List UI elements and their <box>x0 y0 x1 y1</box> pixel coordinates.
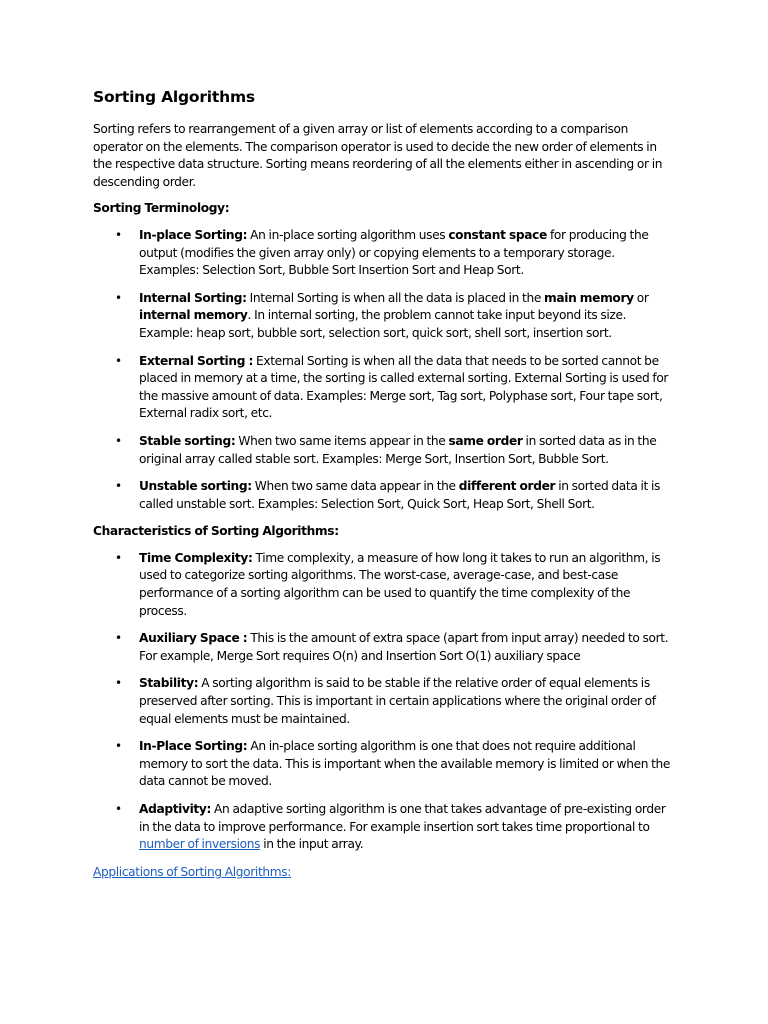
term-label: Stability: <box>139 676 199 691</box>
terminology-heading: Sorting Terminology: <box>93 201 230 216</box>
item-bold-text: same order <box>448 433 523 448</box>
item-text: This is the amount of extra space (apart from input array) needed to sort. For example, Merge Sort requires O(n) and Insertion Sort O(1) auxiliary space <box>139 631 669 663</box>
item-text: An in-place sorting algorithm uses <box>247 227 449 242</box>
characteristics-heading: Characteristics of Sorting Algorithms: <box>93 524 339 539</box>
term-label: Stable sorting: <box>139 433 236 448</box>
page-title: Sorting Algorithms <box>93 88 255 106</box>
bullet-icon: • <box>115 479 122 494</box>
item-text: for producing the output (modifies the given array only) or copying elements to a temporary storage. Examples: Selection Sort, Bubble Sort Insertion Sort and Heap Sort. <box>139 227 649 278</box>
item-text: A sorting algorithm is said to be stable if the relative order of equal elements is preserved after sorting. This is important in certain applications where the original order of equal elements must be maintained. <box>139 676 656 726</box>
item-text: or <box>633 290 649 305</box>
item-text: Time complexity, a measure of how long it takes to run an algorithm, is used to categorize sorting algorithms. The worst-case, average-case, and best-case performance of a sorting algorithm can be used to quantify the time complexity of the process. <box>139 550 661 618</box>
item-text: in sorted data as in the original array called stable sort. Examples: Merge Sort, Insertion Sort, Bubble Sort. <box>139 433 657 466</box>
bullet-icon: • <box>115 550 122 565</box>
applications-paragraph <box>93 864 676 882</box>
item-bold-text: main memory <box>544 290 634 305</box>
item-bold-text: constant space <box>448 227 547 242</box>
bullet-icon: • <box>115 802 122 816</box>
term-label: Time Complexity: <box>139 550 253 565</box>
item-text: An adaptive sorting algorithm is one that takes advantage of pre-existing order in the data to improve performance. For example insertion sort takes time proportional to <box>139 802 666 834</box>
list-item-stability <box>93 675 676 728</box>
term-label: In-place Sorting: <box>139 227 248 242</box>
list-item-external-sorting <box>93 353 676 423</box>
list-item-time-complexity <box>93 550 676 620</box>
bullet-icon: • <box>115 631 122 646</box>
list-item-in-place-sorting-characteristic <box>93 738 676 791</box>
item-text: External Sorting is when all the data that needs to be sorted cannot be placed in memory at a time, the sorting is called external sorting. External Sorting is used for the massive amount of data. Examples: Merge sort, Tag sort, Polyphase sort, Four tape sort, External radix sort, etc. <box>139 353 669 421</box>
bullet-icon: • <box>115 227 122 242</box>
term-label: Internal Sorting: <box>139 290 247 305</box>
term-label: Auxiliary Space : <box>139 631 248 646</box>
item-bold-text: different order <box>458 479 556 494</box>
bullet-icon: • <box>115 739 122 754</box>
applications-link[interactable]: Applications of Sorting Algorithms: <box>93 864 292 879</box>
characteristics-list <box>93 550 676 854</box>
term-label: In-Place Sorting: <box>139 739 248 754</box>
item-bold-text: internal memory <box>139 308 248 323</box>
item-text: in the input array. <box>260 837 364 852</box>
item-text: When two same items appear in the <box>235 433 449 448</box>
term-label: External Sorting : <box>139 353 253 368</box>
list-item-in-place-sorting <box>93 227 676 280</box>
list-item-internal-sorting <box>93 290 676 343</box>
term-label: Adaptivity: <box>139 802 212 816</box>
terminology-list <box>93 227 676 513</box>
bullet-icon: • <box>115 290 122 305</box>
list-item-stable-sorting <box>93 433 676 468</box>
item-text: When two same data appear in the <box>251 479 459 494</box>
list-item-adaptivity <box>93 801 676 854</box>
list-item-auxiliary-space <box>93 630 676 665</box>
list-item-unstable-sorting <box>93 478 676 513</box>
item-text: . In internal sorting, the problem cannot take input beyond its size. Example: heap sort, bubble sort, selection sort, quick sort, shell sort, insertion sort. <box>139 308 627 340</box>
bullet-icon: • <box>115 353 122 368</box>
term-label: Unstable sorting: <box>139 479 252 494</box>
item-text: Internal Sorting is when all the data is placed in the <box>246 290 545 305</box>
number-of-inversions-link[interactable]: number of inversions <box>139 837 261 852</box>
item-text: An in-place sorting algorithm is one that does not require additional memory to sort the data. This is important when the available memory is limited or when the data cannot be moved. <box>139 739 671 789</box>
item-text: in sorted data it is called unstable sort. Examples: Selection Sort, Quick Sort, Heap Sort, Shell Sort. <box>139 479 660 511</box>
bullet-icon: • <box>115 676 122 691</box>
bullet-icon: • <box>115 433 122 448</box>
intro-paragraph: Sorting refers to rearrangement of a given array or list of elements according to a comparison operator on the elements. The comparison operator is used to decide the new order of elements in the respective data structure. Sorting means reordering of all the elements either in ascending or in descending order. <box>93 122 663 189</box>
